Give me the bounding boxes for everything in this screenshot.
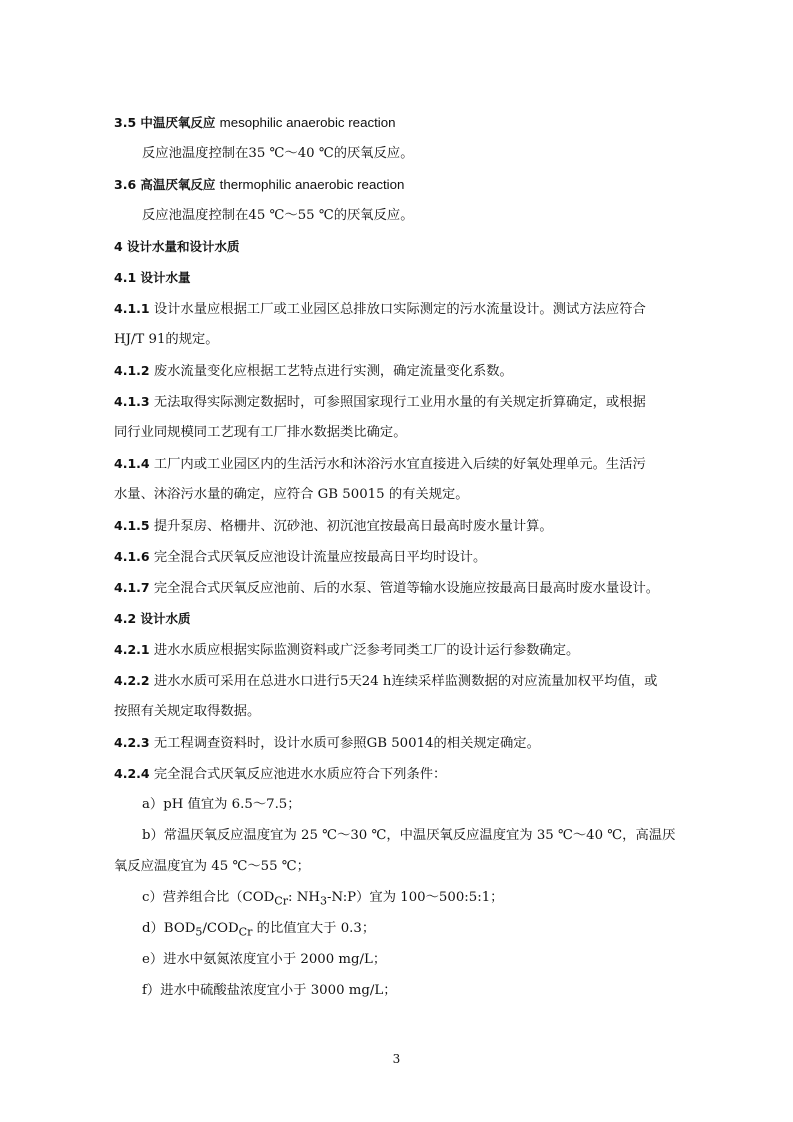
section-3-5-definition: 反应池温度控制在35 ℃～40 ℃的厌氧反应。: [142, 146, 414, 161]
condition-f: f）进水中硫酸盐浓度宜小于 3000 mg/L；: [142, 983, 397, 998]
clause-4-1-1-cont: HJ/T 91的规定。: [114, 332, 219, 347]
section-3-6-heading: 3.6 高温厌氧反应 thermophilic anaerobic reaction: [114, 177, 405, 192]
clause-4-1-5: 4.1.5 提升泵房、格栅井、沉砂池、初沉池宜按最高日最高时废水量计算。: [114, 518, 553, 534]
clause-4-1-1: 4.1.1 设计水量应根据工厂或工业园区总排放口实际测定的污水流量设计。测试方法应符合: [114, 301, 646, 317]
clause-4-1-3: 4.1.3 无法取得实际测定数据时，可参照国家现行工业用水量的有关规定折算确定，或根据: [114, 394, 646, 410]
clause-4-1-3-cont: 同行业同规模同工艺现有工厂排水数据类比确定。: [114, 425, 407, 440]
section-4-1-heading: 4.1 设计水量: [114, 270, 191, 285]
clause-4-2-2: 4.2.2 进水水质可采用在总进水口进行5天24 h连续采样监测数据的对应流量加权平均值，或: [114, 673, 658, 689]
clause-4-1-4: 4.1.4 工厂内或工业园区内的生活污水和沐浴污水宜直接进入后续的好氧处理单元。生活污: [114, 456, 646, 472]
clause-4-1-4-cont: 水量、沐浴污水量的确定，应符合 GB 50015 的有关规定。: [114, 487, 469, 502]
clause-4-2-3: 4.2.3 无工程调查资料时，设计水质可参照GB 50014的相关规定确定。: [114, 735, 540, 751]
clause-4-1-2: 4.1.2 废水流量变化应根据工艺特点进行实测，确定流量变化系数。: [114, 363, 513, 379]
page-number: 3: [392, 1052, 401, 1066]
clause-4-2-2-cont: 按照有关规定取得数据。: [114, 704, 261, 719]
clause-4-1-7: 4.1.7 完全混合式厌氧反应池前、后的水泵、管道等输水设施应按最高日最高时废水量设计。: [114, 580, 660, 596]
section-4-2-heading: 4.2 设计水质: [114, 611, 191, 626]
condition-b: b）常温厌氧反应温度宜为 25 ℃～30 ℃，中温厌氧反应温度宜为 35 ℃～40 ℃，高温厌: [142, 828, 676, 843]
condition-a: a）pH 值宜为 6.5～7.5；: [142, 797, 301, 812]
condition-d: $d)BOD_5/COD_{Cr}$ 的比值宜大于 0.3；: [142, 921, 376, 939]
section-3-6-definition: 反应池温度控制在45 ℃～55 ℃的厌氧反应。: [142, 208, 414, 223]
clause-4-2-1: 4.2.1 进水水质应根据实际监测资料或广泛参考同类工厂的设计运行参数确定。: [114, 642, 580, 658]
section-3-5-heading: 3.5 中温厌氧反应 mesophilic anaerobic reaction: [114, 115, 396, 130]
condition-e: e）进水中氨氮浓度宜小于 2000 mg/L；: [142, 952, 387, 967]
section-4-heading: 4 设计水量和设计水质: [114, 239, 240, 254]
condition-b-cont: 氧反应温度宜为 45 ℃～55 ℃；: [114, 859, 310, 874]
clause-4-2-4: 4.2.4 完全混合式厌氧反应池进水水质应符合下列条件：: [114, 766, 447, 782]
clause-4-1-6: 4.1.6 完全混合式厌氧反应池设计流量应按最高日平均时设计。: [114, 549, 487, 565]
condition-c: c）营养组合比（$COD_{Cr}$: $NH_3-N:P$）宜为 100～500:5:1；: [142, 890, 504, 908]
